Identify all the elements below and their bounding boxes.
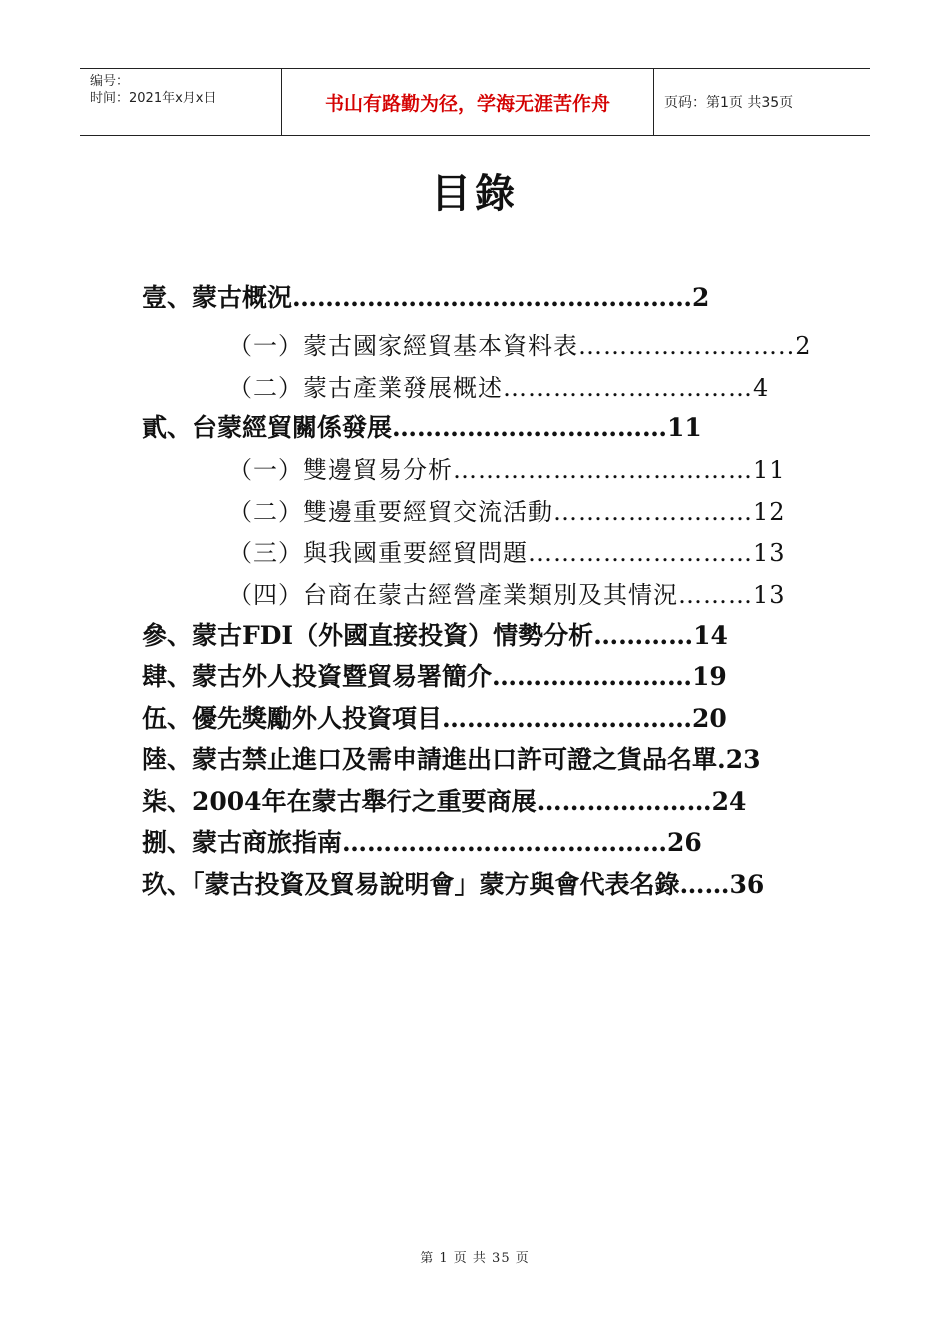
toc-entry-6[interactable]: 陸、蒙古禁止進口及需申請進出口許可證之貨品名單.23 xyxy=(142,745,761,774)
toc-entry-1-2[interactable]: （二）蒙古產業發展概述…………………………4 xyxy=(228,374,770,402)
header-meta xyxy=(80,69,282,135)
toc-entry-7[interactable]: 柒、2004年在蒙古舉行之重要商展…………………24 xyxy=(142,787,747,816)
toc-entry-5[interactable]: 伍、優先獎勵外人投資項目…………………………20 xyxy=(142,704,727,733)
toc-entry-9[interactable]: 玖、「蒙古投資及貿易說明會」蒙方與會代表名錄……36 xyxy=(142,870,765,899)
toc-entry-8[interactable]: 捌、蒙古商旅指南…………………………………26 xyxy=(142,828,702,857)
toc-entry-1-1[interactable]: （一）蒙古國家經貿基本資料表……………………..2 xyxy=(228,332,812,360)
date-label: 时间：2021年x月x日 xyxy=(90,91,217,106)
toc-entry-2-1[interactable]: （一）雙邊貿易分析………………………………11 xyxy=(228,456,786,484)
toc-entry-3[interactable]: 參、蒙古FDI（外國直接投資）情勢分析…………14 xyxy=(142,621,728,650)
toc-entry-2[interactable]: 貳、台蒙經貿關係發展……………………………11 xyxy=(142,413,702,442)
header-table xyxy=(80,68,870,136)
toc-entry-4[interactable]: 肆、蒙古外人投資暨貿易署簡介……………………19 xyxy=(142,662,727,691)
toc-entry-2-3[interactable]: （三）與我國重要經貿問題………………………13 xyxy=(228,539,786,567)
number-label: 编号： xyxy=(90,74,130,89)
toc-entry-2-4[interactable]: （四）台商在蒙古經營產業類別及其情況………13 xyxy=(228,581,786,609)
page-title: 目錄 xyxy=(431,170,519,217)
toc-entry-1[interactable]: 壹、蒙古概況…………………………………………2 xyxy=(142,283,710,312)
toc-entry-2-2[interactable]: （二）雙邊重要經貿交流活動……………………12 xyxy=(228,498,786,526)
page-footer: 第 1 页 共 35 页 xyxy=(420,1251,530,1266)
header-page-info: 页码：第1页 共35页 xyxy=(664,95,794,111)
header-motto: 书山有路勤为径，学海无涯苦作舟 xyxy=(282,69,654,135)
